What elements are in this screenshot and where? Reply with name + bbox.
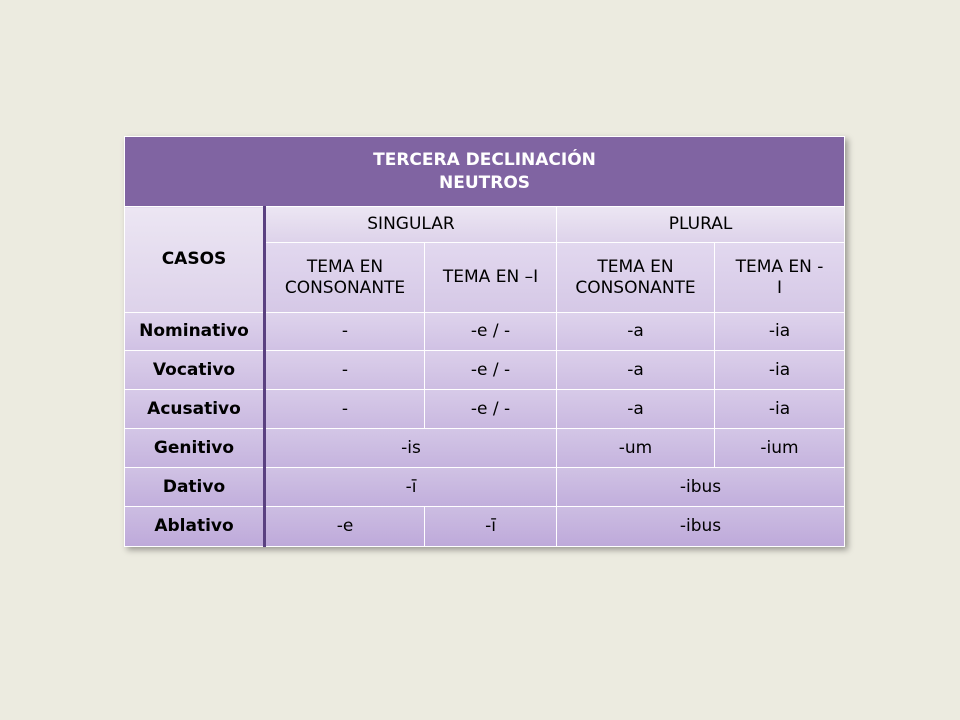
cell-vocativo-pl-i: -ia: [715, 351, 845, 390]
subheader-sg-i: TEMA EN –I: [425, 243, 557, 313]
cell-vocativo-pl-consonant: -a: [557, 351, 715, 390]
table-row-genitivo: [125, 429, 845, 468]
cell-genitivo-pl-consonant: -um: [557, 429, 715, 468]
cell-vocativo-sg-consonant: -: [265, 351, 425, 390]
subheader-sg-consonant-l1: TEMA EN: [306, 257, 384, 278]
cell-genitivo-pl-i: -ium: [715, 429, 845, 468]
cell-vocativo-sg-i: -e / -: [425, 351, 557, 390]
header-plural: PLURAL: [557, 207, 845, 243]
case-vocativo: Vocativo: [125, 351, 265, 390]
cell-nominativo-sg-consonant: -: [265, 313, 425, 351]
cell-dativo-sg: -ī: [265, 468, 557, 507]
table-row-vocativo: [125, 351, 845, 390]
table-row-nominativo: [125, 313, 845, 351]
cell-genitivo-sg: -is: [265, 429, 557, 468]
cell-nominativo-pl-i: -ia: [715, 313, 845, 351]
title-line-1: TERCERA DECLINACIÓN: [373, 149, 596, 170]
cell-ablativo-sg-i: -ī: [425, 507, 557, 547]
subheader-pl-i-l1: TEMA EN -: [735, 257, 824, 278]
cell-nominativo-sg-i: -e / -: [425, 313, 557, 351]
subheader-pl-consonant: [557, 243, 715, 313]
subheader-pl-consonant-l1: TEMA EN: [597, 257, 674, 278]
case-nominativo: Nominativo: [125, 313, 265, 351]
subheader-pl-consonant-l2: CONSONANTE: [575, 277, 696, 298]
case-genitivo: Genitivo: [125, 429, 265, 468]
table-title: [125, 137, 845, 207]
case-dativo: Dativo: [125, 468, 265, 507]
case-ablativo: Ablativo: [125, 507, 265, 547]
title-line-2: NEUTROS: [439, 172, 531, 193]
cell-dativo-pl: -ibus: [557, 468, 845, 507]
case-acusativo: Acusativo: [125, 390, 265, 429]
cell-acusativo-sg-i: -e / -: [425, 390, 557, 429]
cell-ablativo-sg-consonant: -e: [265, 507, 425, 547]
cell-nominativo-pl-consonant: -a: [557, 313, 715, 351]
table-row-dativo: [125, 468, 845, 507]
subheader-sg-consonant: [265, 243, 425, 313]
declension-table: [124, 136, 845, 547]
header-casos: CASOS: [125, 207, 265, 313]
table-row-acusativo: [125, 390, 845, 429]
cell-ablativo-pl: -ibus: [557, 507, 845, 547]
subheader-pl-i-l2: I: [777, 277, 783, 298]
subheader-pl-i: [715, 243, 845, 313]
cell-acusativo-pl-consonant: -a: [557, 390, 715, 429]
table-row-ablativo: [125, 507, 845, 547]
header-singular: SINGULAR: [265, 207, 557, 243]
subheader-sg-consonant-l2: CONSONANTE: [284, 277, 406, 298]
cell-acusativo-sg-consonant: -: [265, 390, 425, 429]
cell-acusativo-pl-i: -ia: [715, 390, 845, 429]
